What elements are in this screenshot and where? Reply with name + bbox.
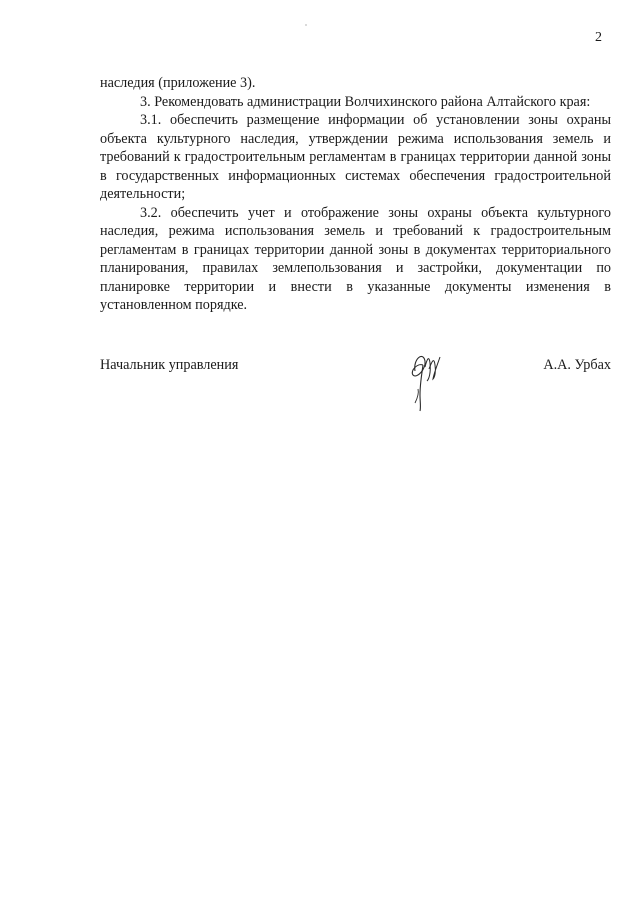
signatory-title: Начальник управления [100,357,239,373]
paragraph-item-3: 3. Рекомендовать администрации Волчихинского района Алтайского края: [140,93,591,110]
paragraph-item-3-2: 3.2. обеспечить учет и отображение зоны охраны объекта культурного наследия, режима использования земель и требований к градостроительным регламентам в границах территории данной зоны в документах территориального планирования, правилах землепользования и застройки, документации по планировке территории и внести в указанные документы изменения в установленном порядке. [100,204,611,313]
signatory-name: А.А. Урбах [543,357,611,373]
paragraph-continuation: наследия (приложение 3). [100,75,256,91]
page-number: 2 [595,30,602,45]
document-body [100,74,611,315]
scan-speck [305,24,307,26]
signature-block [100,355,611,425]
paragraph-item-3-1: 3.1. обеспечить размещение информации об установлении зоны охраны объекта культурного наследия, утверждении режима использования земель и требований к градостроительным регламентам в границах территории данной зоны в государственных информационных системах обеспечения градостроительной деятельности; [100,112,611,202]
handwritten-signature [403,349,453,413]
